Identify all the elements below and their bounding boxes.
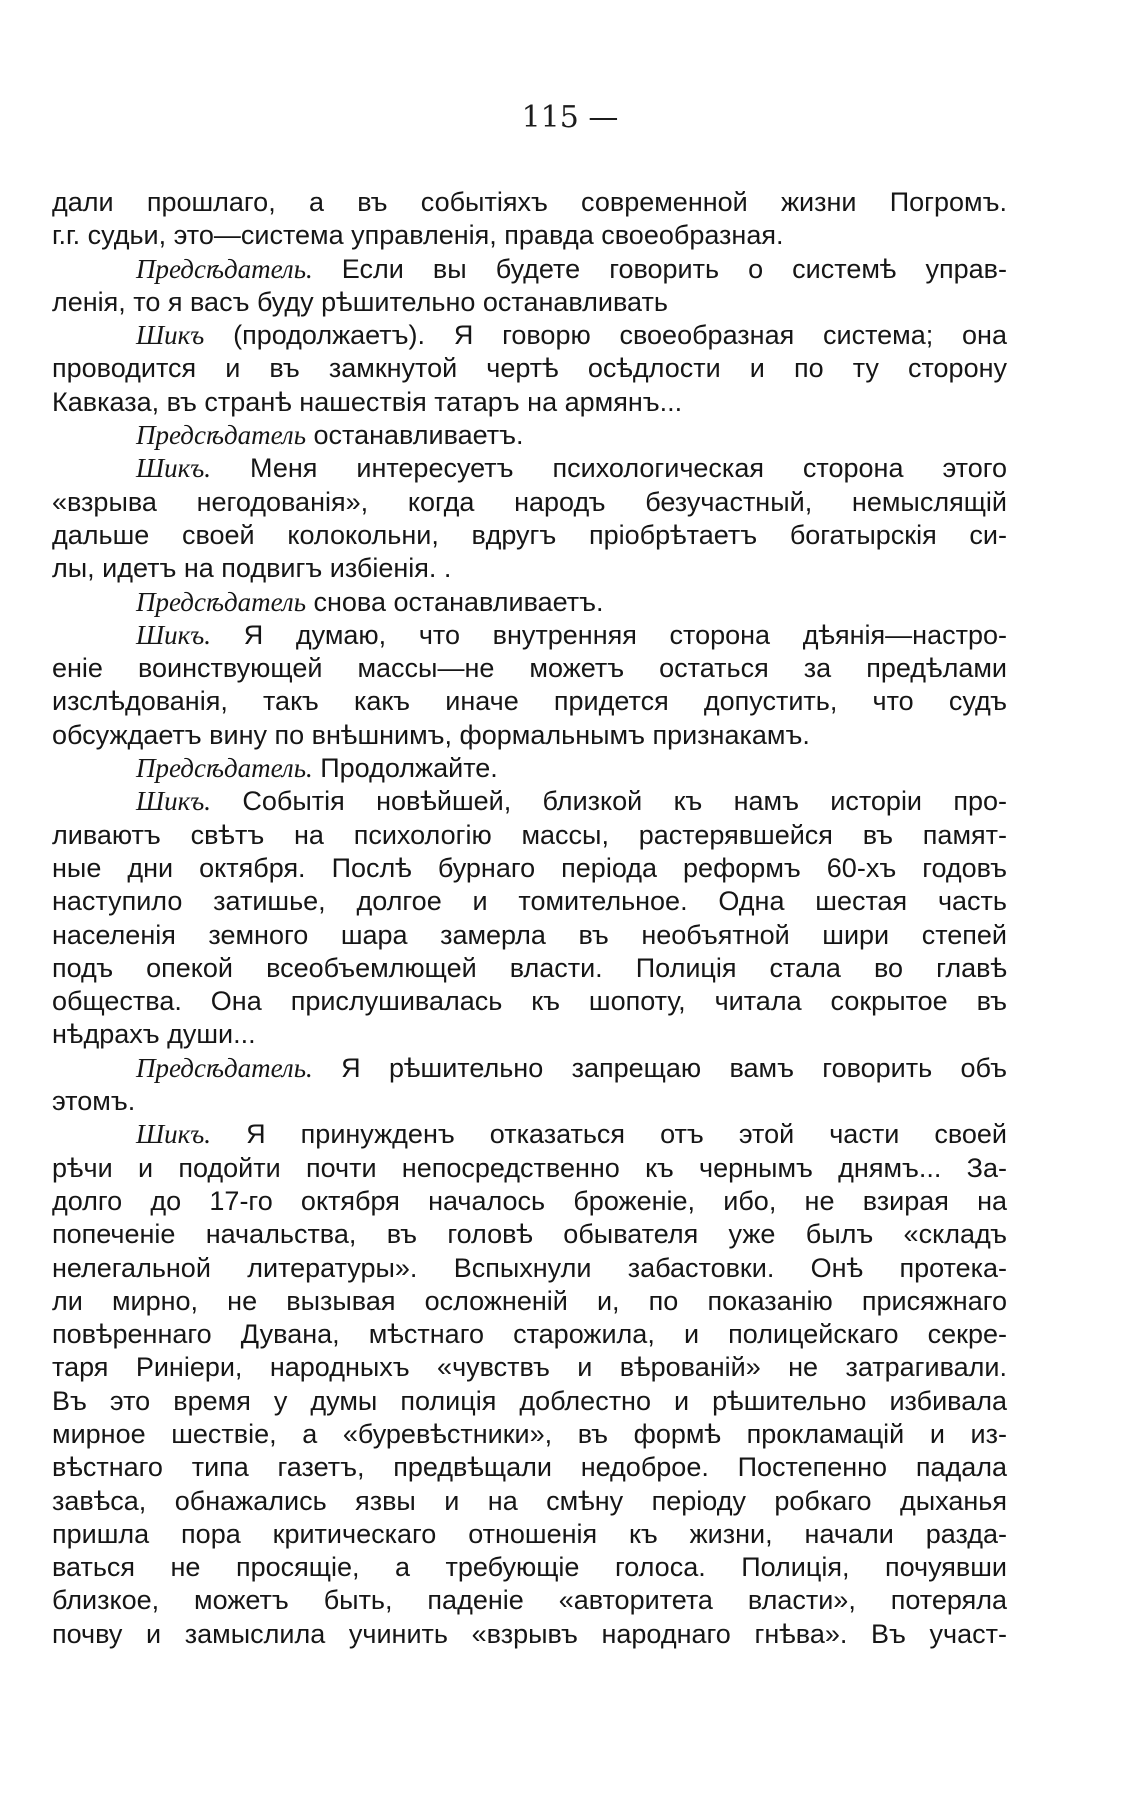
text-line [52,1318,1007,1351]
line-text: Я принужденъ отказаться отъ этой части своей [211,1119,1007,1150]
line-text: Я рѣшительно запрещаю вамъ говорить объ [312,1052,1007,1083]
line-text: «взрыва негодованія», когда народъ безучастный, немыслящій [52,486,1007,517]
text-line [52,1018,1007,1051]
line-text: таря Риніери, народныхъ «чувствъ и вѣрованій» не затрагивали. [52,1352,1007,1383]
text-line [52,1118,1007,1151]
text-line [52,952,1007,985]
line-text: Если вы будете говорить о системѣ управ- [312,253,1007,284]
text-line [52,352,1007,385]
text-line [52,1152,1007,1185]
line-text: Кавказа, въ странѣ нашествія татаръ на армянъ... [52,386,683,417]
text-line [52,1584,1007,1617]
text-line [52,685,1007,718]
line-text: общества. Она прислушивалась къ шопоту, читала сокрытое въ [52,986,1007,1017]
line-text: близкое, можетъ быть, паденіе «авторитета власти», потеряла [52,1585,1007,1616]
line-text: мирное шествіе, а «буревѣстники», въ формѣ прокламацій и из- [52,1418,1007,1449]
text-line [52,552,1007,585]
text-line [52,253,1007,286]
line-text: Событія новѣйшей, близкой къ намъ исторіи про- [211,786,1007,817]
line-text: г.г. судьи, это—система управленія, правда своеобразная. [52,220,784,251]
text-line [52,819,1007,852]
text-line [52,1485,1007,1518]
line-text: нелегальной литературы». Вспыхнули забастовки. Онѣ протека- [52,1252,1007,1283]
line-text: попеченіе начальства, въ головѣ обывателя уже былъ «складъ [52,1219,1007,1250]
text-line [52,1618,1007,1651]
text-line [52,1518,1007,1551]
line-text: Продолжайте. [312,753,498,784]
text-line [52,519,1007,552]
speaker-name: Предсѣдатель [136,420,306,451]
speaker-name: Предсѣдатель. [136,753,313,784]
speaker-name: Предсѣдатель. [136,1052,313,1083]
line-text: населенія земного шара замерла въ необъятной шири степей [52,919,1007,950]
speaker-name: Шикъ. [136,1119,212,1150]
line-text: лы, идетъ на подвигъ избіенія. . [52,553,452,584]
text-line [52,1551,1007,1584]
speaker-name: Шикъ. [136,453,212,484]
text-line [52,486,1007,519]
line-text: проводится и въ замкнутой чертѣ осѣдлости и по ту сторону [52,353,1007,384]
line-text: подъ опекой всеобъемлющей власти. Полиція стала во главѣ [52,952,1007,983]
line-text: нѣдрахъ души... [52,1019,256,1050]
speaker-name: Шикъ [136,320,205,351]
text-line [52,586,1007,619]
line-text: Въ это время у думы полиція доблестно и рѣшительно избивала [52,1385,1007,1416]
line-text: дальше своей колокольни, вдругъ пріобрѣтаетъ богатырскія си- [52,519,1007,550]
line-text: снова останавливаетъ. [306,586,604,617]
text-line [52,1451,1007,1484]
line-text: Меня интересуетъ психологическая сторона этого [211,453,1007,484]
line-text: повѣреннаго Дувана, мѣстнаго старожила, и полицейскаго секре- [52,1319,1007,1350]
line-text: (продолжаетъ). Я говорю своеобразная система; она [204,320,1007,351]
text-line [52,219,1007,252]
text-line [52,1351,1007,1384]
line-text: Я думаю, что внутренняя сторона дѣянія—настро- [211,619,1007,650]
text-line [52,652,1007,685]
line-text: почву и замыслила учинить «взрывъ народнаго гнѣва». Въ участ- [52,1618,1007,1649]
line-text: дали прошлаго, а въ событіяхъ современной жизни Погромъ. [52,187,1007,217]
text-line [52,1385,1007,1418]
text-line [52,919,1007,952]
page-body-text [52,186,1007,1651]
text-line [52,1418,1007,1451]
line-text: останавливаетъ. [306,420,524,451]
speaker-name: Предсѣдатель. [136,253,313,284]
line-text: ленія, то я васъ буду рѣшительно останавливать [52,286,668,317]
line-text: наступило затишье, долгое и томительное. Одна шестая часть [52,886,1007,917]
line-text: рѣчи и подойти почти непосредственно къ чернымъ днямъ... За- [52,1152,1007,1183]
text-line [52,1052,1007,1085]
line-text: ные дни октября. Послѣ бурнаго періода реформъ 60-хъ годовъ [52,852,1007,883]
speaker-name: Шикъ. [136,619,212,650]
line-text: еніе воинствующей массы—не можетъ остаться за предѣлами [52,653,1007,684]
line-text: вѣстнаго типа газетъ, предвѣщали недоброе. Постепенно падала [52,1452,1007,1483]
line-text: завѣса, обнажались язвы и на смѣну періоду робкаго дыханья [52,1485,1007,1516]
speaker-name: Шикъ. [136,786,212,817]
text-line [52,1252,1007,1285]
speaker-name: Предсѣдатель [136,586,306,617]
page-number: 115 — [521,100,619,135]
text-line [52,386,1007,419]
line-text: обсуждаетъ вину по внѣшнимъ, формальнымъ признакамъ. [52,719,810,750]
text-line [52,752,1007,785]
text-line [52,852,1007,885]
text-line [52,1085,1007,1118]
text-line [52,719,1007,752]
text-line [52,186,1007,219]
text-line [52,985,1007,1018]
text-line [52,785,1007,818]
line-text: долго до 17-го октября началось броженіе, ибо, не взирая на [52,1185,1007,1216]
text-line [52,1218,1007,1251]
text-line [52,419,1007,452]
text-line [52,885,1007,918]
line-text: пришла пора критическаго отношенія къ жизни, начали разда- [52,1518,1007,1549]
text-line [52,452,1007,485]
line-text: ливаютъ свѣтъ на психологію массы, растерявшейся въ памят- [52,819,1007,850]
text-line [52,1185,1007,1218]
line-text: ваться не просящіе, а требующіе голоса. Полиція, почуявши [52,1552,1007,1583]
line-text: этомъ. [52,1086,136,1117]
text-line [52,1285,1007,1318]
line-text: изслѣдованія, такъ какъ иначе придется допустить, что судъ [52,686,1007,717]
line-text: ли мирно, не вызывая осложненій и, по показанію присяжнаго [52,1285,1007,1316]
text-line [52,319,1007,352]
text-line [52,286,1007,319]
text-line [52,619,1007,652]
